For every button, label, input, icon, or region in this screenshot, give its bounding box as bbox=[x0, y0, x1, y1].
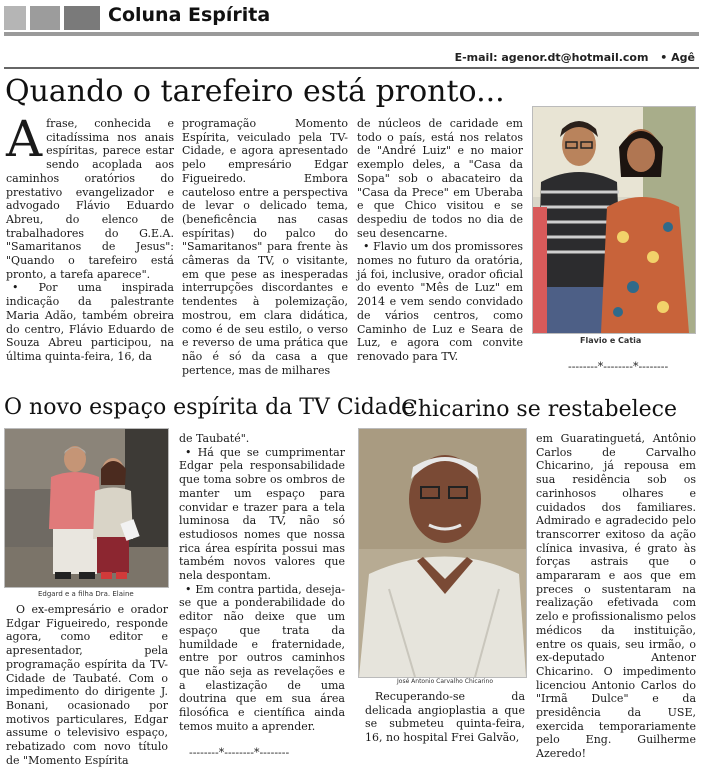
article1-col1-text: frase, conhecida e citadíssima nos anais espíritas, parece estar sendo acoplada aos caminhos oratórios do prestativo evangelizador e advogado Flávio Eduardo Abreu, do elenco de trabalhadores do G.E.A. "Samaritanos de Jesus": "Quando o tarefeiro está pronto, a tarefa aparece". bbox=[6, 117, 174, 281]
photo-edgard-elaine-caption: Edgard e a filha Dra. Elaine bbox=[38, 590, 134, 598]
article3-col2-text: em Guaratinguetá, Antônio Carlos de Carvalho Chicarino, já repousa em sua residência sob os carinhosos olhares e cuidados dos familiares. Admirado e agradecido pelo transcorrer exitoso da ação clínica invasiva, é grato às forças astrais que o ampararam e aos que em preces o sustentaram na realização efetivada com zelo e profissionalismo pelos médicos da instituição, entre os quais, seu irmão, o ex-deputado Antenor Chicarino. O impedimento licenciou Antonio Carlos do "Irmã Dulce" e da presidência da USE, exercida temporariamente pelo Eng. Guilherme Azeredo! bbox=[536, 432, 696, 761]
article2-col2c-text: • Em contra partida, deseja-se que a ponderabilidade do editor não deixe que um espaço que trata da humildade e fraternidade, entre por outros caminhos que não seja as revelações e a elastização de uma doutrina que em sua área filosófica e científica ainda temos muito a aprender. bbox=[179, 582, 345, 733]
article1-col3 bbox=[357, 117, 523, 364]
article1-col3b-text: • Flavio um dos promissores nomes no futuro da oratória, já foi, inclusive, orador oficial do evento "Mês de Luz" em 2014 e vem sendo convidado de vários centros, como Caminho de Luz e Seara de Luz, e agora com convite renovado para TV. bbox=[357, 240, 523, 363]
article2-title: O novo espaço espírita da TV Cidade bbox=[4, 395, 416, 420]
photo-chicarino bbox=[358, 428, 527, 678]
dropcap: A bbox=[6, 110, 43, 168]
article1-col1b-text: • Por uma inspirada indicação da palestrante Maria Adão, também obreira do centro, Flávio Eduardo de Souza Abreu participou, na última quinta-feira, 16, da bbox=[6, 281, 174, 363]
article1-col1 bbox=[6, 110, 174, 364]
article3-col1 bbox=[365, 690, 525, 745]
article3-title: Chicarino se restabelece bbox=[401, 397, 678, 422]
header-rule-2 bbox=[4, 67, 699, 69]
photo-chicarino-caption: José Antonio Carvalho Chicarino bbox=[397, 678, 493, 685]
header-rule bbox=[4, 32, 699, 36]
photo-flavio-catia-image bbox=[533, 107, 695, 333]
article3-col2 bbox=[536, 432, 696, 761]
article1-separator: --------*--------*-------- bbox=[568, 360, 669, 373]
photo-chicarino-image bbox=[359, 429, 526, 677]
article2-col1 bbox=[6, 603, 168, 767]
email-address: E-mail: agenor.dt@hotmail.com bbox=[454, 51, 649, 64]
article2-col2 bbox=[179, 432, 345, 733]
article2-col2b-text: • Há que se cumprimentar Edgar pela responsabilidade que toma sobre os ombros de manter um espaço para convidar e trazer para a tela luminosa da TV, não só estudiosos nomes que nossa rica área espírita possui mas também novos valores que nela despontam. bbox=[179, 445, 345, 583]
article3-col1-text: Recuperando-se da delicada angioplastia a que se submeteu quinta-feira, 16, no hospital Frei Galvão, bbox=[365, 690, 525, 745]
photo-flavio-catia-caption: Flavio e Catia bbox=[580, 336, 642, 345]
article1-col3-text: de núcleos de caridade em todo o país, está nos relatos de "André Luiz" e no maior exemplo deles, a "Casa da Sopa" sob o abacateiro da "Casa da Prece" em Uberaba e que Chico visitou e se despediu de todos no dia de seu desencarne. bbox=[357, 117, 523, 240]
photo-flavio-catia bbox=[532, 106, 696, 334]
article1-col2-text: programação Momento Espírita, veiculado pela TV-Cidade, e agora apresentado pelo empresário Edgar Figueiredo. Embora cauteloso entre a perspectiva de levar o delicado tema, (beneficência nas casas espíritas) do palco do "Samaritanos" para frente às câmeras da TV, o visitante, em que pese as inesperadas interrupções discordantes e tendentes à polemização, mostrou, em clara didática, como é de seu estilo, o verso e reverso de uma prática que não é só da casa a que pertence, mas de milhares bbox=[182, 117, 348, 377]
article2-separator: --------*--------*-------- bbox=[189, 746, 290, 759]
photo-edgard-elaine bbox=[4, 428, 169, 588]
article2-col2a-text: de Taubaté". bbox=[179, 432, 250, 445]
article2-col1-text: O ex-empresário e orador Edgar Figueiredo, responde agora, como editor e apresentador, pela programação espírita da TV-Cidade de Taubaté. Com o impedimento do dirigente J. Bonani, ocasionado por motivos particulares, Edgar assume o televisivo espaço, rebatizado com novo título de "Momento Espírita bbox=[6, 603, 168, 767]
photo-edgard-elaine-image bbox=[5, 429, 168, 587]
email-line bbox=[455, 51, 695, 64]
column-title: Coluna Espírita bbox=[108, 4, 271, 26]
header-block-3 bbox=[64, 6, 100, 30]
article1-title: Quando o tarefeiro está pronto... bbox=[5, 74, 505, 109]
header-block-2 bbox=[30, 6, 60, 30]
article1-col2 bbox=[182, 117, 348, 377]
author-signature: • Agê bbox=[660, 51, 695, 64]
header-block-1 bbox=[4, 6, 26, 30]
